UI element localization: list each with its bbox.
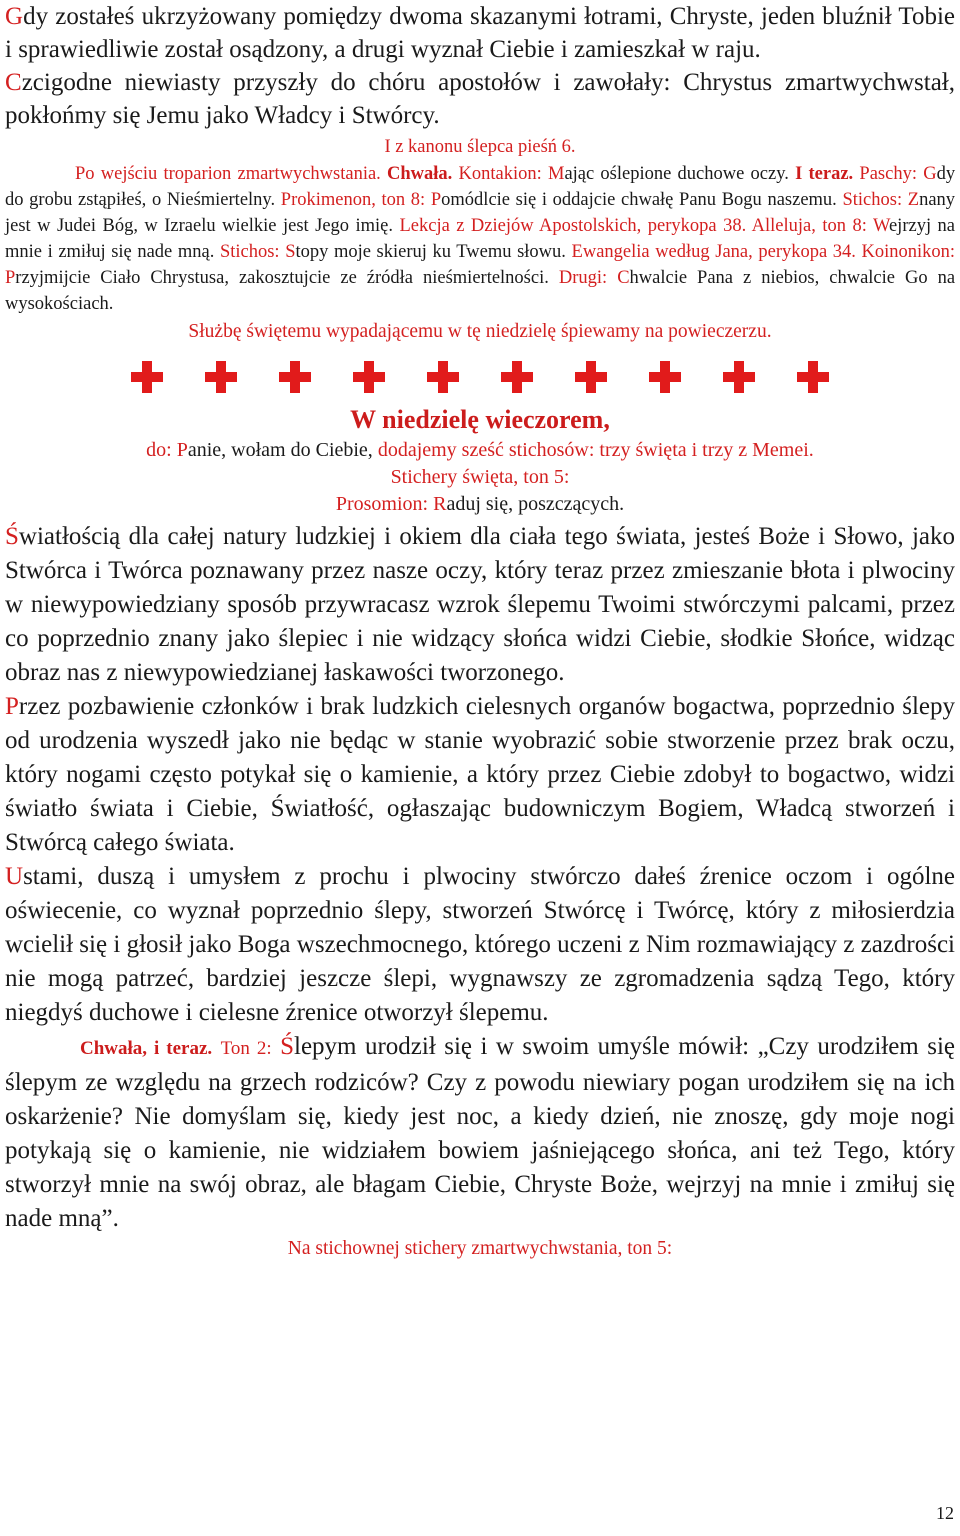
drop-initial: Ś bbox=[280, 1033, 295, 1060]
stichera-4 bbox=[5, 1030, 955, 1236]
alleluja-text: ejrzyj na mnie i zmiłuj się nade mną. bbox=[5, 216, 956, 262]
red-cross-icon bbox=[501, 361, 533, 393]
stichos-text: topy moje skieruj ku Twemu słowu. bbox=[295, 242, 566, 262]
drop-initial: P bbox=[430, 190, 442, 210]
stichos-label: Stichos: bbox=[842, 190, 903, 210]
red-cross-icon bbox=[427, 361, 459, 393]
stichera-3 bbox=[5, 860, 955, 1030]
stichera-2 bbox=[5, 690, 955, 860]
kontakion-text: ając oślepione duchowe oczy. bbox=[564, 164, 789, 184]
do-label: do: bbox=[146, 439, 172, 461]
koinonikon-label: Koinonikon: bbox=[861, 242, 956, 262]
stichera-text: wiatłością dla całej natury ludzkiej i okiem dla ciała tego świata, jesteś Boże i Słowo, jako Stwórca i Twórca poznawany przez nasze oczy, który teraz przez zmieszanie błota i plwociny w niewypowiedziany sposób przywracasz wzrok ślepemu Twoimi stwórczymi palcami, przez co poprzednio znany jako ślepiec i nie widzący słońca widzi Ciebie, słodkie Słońce, widząc obraz nas z niewypowiedzianej łaskawości tworzonego. bbox=[5, 523, 955, 686]
stichera-1 bbox=[5, 520, 955, 690]
section-heading: W niedzielę wieczorem, bbox=[350, 405, 610, 434]
chwala-rubric: Chwała. bbox=[387, 164, 453, 184]
document-page bbox=[5, 0, 955, 1262]
sluzbe-rubric: Służbę świętemu wypadającemu w tę niedzielę śpiewamy na powieczerzu. bbox=[188, 321, 772, 342]
paragraph-troparion-1 bbox=[5, 0, 955, 66]
drop-initial: P bbox=[5, 693, 19, 720]
drop-initial: Ś bbox=[5, 523, 19, 550]
red-cross-icon bbox=[575, 361, 607, 393]
red-cross-icon bbox=[279, 361, 311, 393]
paragraph-text: zcigodne niewiasty przyszły do chóru apostołów i zawołały: Chrystus zmartwychwstał, pokłońmy się Jemu jako Władcy i Stwórcy. bbox=[5, 69, 955, 129]
drop-initial: W bbox=[872, 216, 889, 236]
paragraph-text: dy zostałeś ukrzyżowany pomiędzy dwoma skazanymi łotrami, Chryste, jeden bluźnił Tobie i sprawiedliwie został osądzony, a drugi wyznał Ciebie i zamieszkał w raju. bbox=[5, 3, 955, 63]
do-text: anie, wołam do Ciebie, bbox=[187, 439, 373, 461]
drop-initial: C bbox=[5, 69, 22, 96]
prosomion-label: Prosomion: bbox=[335, 493, 429, 515]
do-line bbox=[5, 437, 955, 464]
alleluja-label: Alleluja, ton 8: bbox=[751, 216, 867, 236]
kontakion-label: Kontakion: bbox=[458, 164, 542, 184]
troparion-rubric: Po wejściu troparion zmartwychwstania. bbox=[75, 164, 381, 184]
stichos-text: nany jest w Judei Bóg, w Izraelu wielkie jest Jego imię. bbox=[5, 190, 956, 236]
prosomion-text: aduj się, poszczących. bbox=[446, 493, 625, 515]
prokimenon-text: omódlcie się i oddajcie chwałę Panu Bogu naszemu. bbox=[441, 190, 837, 210]
red-cross-icon bbox=[649, 361, 681, 393]
prokimenon-label: Prokimenon, ton 8: bbox=[280, 190, 426, 210]
i-teraz-rubric: I teraz. bbox=[795, 164, 854, 184]
drop-initial: G bbox=[923, 164, 937, 184]
koinonikon-text: rzyjmijcie Ciało Chrystusa, zakosztujcie ze źródła nieśmiertelności. bbox=[15, 268, 549, 288]
red-cross-icon bbox=[205, 361, 237, 393]
drop-initial: G bbox=[5, 3, 24, 30]
drugi-label: Drugi: bbox=[558, 268, 608, 288]
red-cross-icon bbox=[353, 361, 385, 393]
closing-rubric: Na stichownej stichery zmartwychwstania, ton 5: bbox=[287, 1238, 673, 1259]
kanon-rubric: I z kanonu ślepca pieśń 6. bbox=[384, 137, 576, 157]
paschy-text: dy do grobu zstąpiłeś, o Nieśmiertelny. bbox=[5, 164, 956, 210]
ewangelia-rubric: Ewangelia według Jana, perykopa 34. bbox=[571, 242, 856, 262]
stichera-text: lepym urodził się i w swoim umyśle mówił: „Czy urodziłem się ślepym ze względu na grzech rodziców? Czy z powodu niewiary pogan urodziłem się na ich oskarżenie? Nie domyślam się, kiedy jest noc, a kiedy dzień, nie znoszę, gdy moje nogi potykają się o kamienie, nie widziałem bowiem jaśniejącego słońca, ani też Tego, który stworzył mnie na swój obraz, ale błagam Ciebie, Chryste Boże, wejrzyj na mnie i zmiłuj się nade mną”. bbox=[5, 1033, 955, 1232]
drop-initial: P bbox=[5, 268, 16, 288]
stichera-text: rzez pozbawienie członków i brak ludzkich cielesnych organów bogactwa, poprzednio ślepy od urodzenia wyszedł jako nie będąc w stanie wyobrazić sobie stworzenie przez brak oczu, który nogami często potykał się o kamienie, a który przez Ciebie zdobył to bogactwo, widzi światło świata i Ciebie, Światłość, ogłaszając budowniczym Bogiem, Władcą stworzeń i Stwórcą całego świata. bbox=[5, 693, 955, 856]
stichos-label: Stichos: bbox=[219, 242, 280, 262]
stichery-rubric: Stichery święta, ton 5: bbox=[390, 466, 570, 488]
chwala-i-teraz-rubric: Chwała, i teraz. bbox=[80, 1038, 213, 1059]
drop-initial: M bbox=[548, 164, 565, 184]
drop-initial: U bbox=[5, 863, 24, 890]
drop-initial: C bbox=[617, 268, 630, 288]
stichera-text: stami, duszą i umysłem z prochu i plwociny stwórczo dałeś źrenice oczom i ogólne oświecenie, co wyznał poprzednio ślepy, stworzeń Stwórcę i Twórcę, który z miłosierdzia wcielił się i głosił jako Boga wszechmocnego, którego uczeni z Nim rozmawiający z zazdrości nie mogą patrzeć, bardziej jeszcze ślepi, wygnawszy ze zgromadzenia sądzą Tego, który niegdyś duchowe i cielesne źrenice otworzył ślepemu. bbox=[5, 863, 955, 1026]
paragraph-troparion-2 bbox=[5, 66, 955, 132]
prosomion-line bbox=[5, 491, 955, 518]
ton-label: Ton 2: bbox=[220, 1038, 272, 1059]
red-cross-icon bbox=[131, 361, 163, 393]
red-cross-icon bbox=[797, 361, 829, 393]
service-rubric-block bbox=[5, 161, 955, 317]
drop-initial: R bbox=[433, 493, 447, 515]
paschy-label: Paschy: bbox=[859, 164, 917, 184]
drop-initial: Z bbox=[907, 190, 920, 210]
lekcja-rubric: Lekcja z Dziejów Apostolskich, perykopa 38. bbox=[399, 216, 747, 236]
drugi-text: hwalcie Pana z niebios, chwalcie Go na wysokościach. bbox=[5, 268, 956, 314]
page-number: 12 bbox=[936, 1503, 954, 1523]
cross-divider bbox=[5, 361, 955, 393]
drop-initial: P bbox=[176, 439, 188, 461]
do-rubric: dodajemy sześć stichosów: trzy święta i trzy z Memei. bbox=[377, 439, 814, 461]
drop-initial: S bbox=[285, 242, 296, 262]
red-cross-icon bbox=[723, 361, 755, 393]
